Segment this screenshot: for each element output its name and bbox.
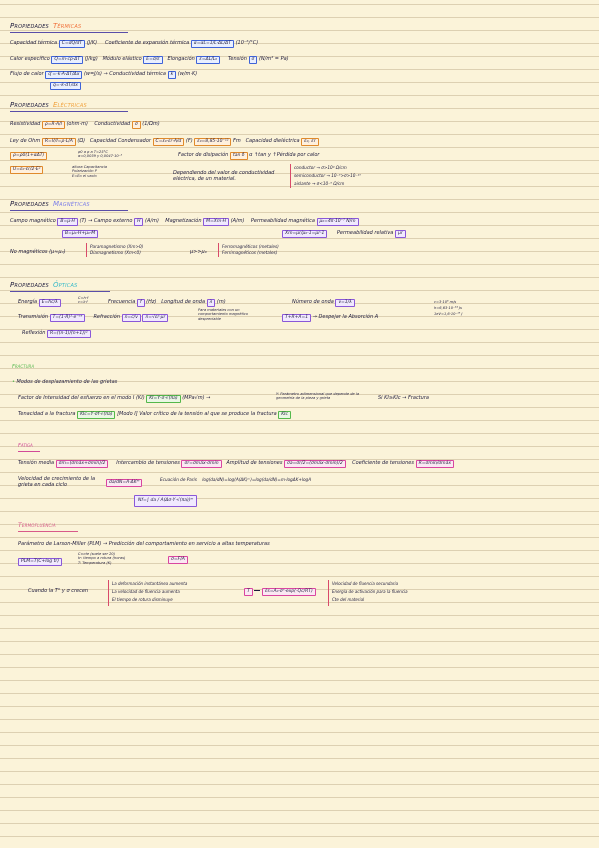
refraction-label: Refracción (93, 314, 120, 320)
mean-stress-label: Tensión media (18, 460, 55, 466)
optical-heading (10, 281, 77, 289)
permeability-constant: μ₀=4π·10⁻⁷ N/m (317, 218, 359, 226)
heat-flux-differential-formula: q=-k·dT/dx (50, 82, 81, 90)
specific-heat-label: Calor específico (10, 56, 50, 62)
magnetic-underline (10, 210, 128, 211)
cycles-to-failure-formula: Nf=∫ da / A(Δσ·Y·√(πa))ᵐ (134, 495, 197, 507)
specific-heat-unit: (J/kg) (84, 56, 98, 62)
fracture-heading-text: Fractura (12, 364, 35, 370)
dissipation-line (178, 152, 319, 160)
kic-symbol: KIc (278, 411, 291, 419)
fatigue-heading (18, 443, 33, 450)
fracture-criterion-text: Si KI≥KIc → Fractura (378, 395, 429, 401)
energy-notes (78, 296, 88, 305)
magnetization-unit: (A/m) (230, 218, 245, 224)
fracture-heading (12, 364, 34, 371)
magnetic-heading-text: Propiedades (10, 200, 49, 208)
magnetic-bracket-1 (86, 243, 87, 257)
secondary-creep-rate: Velocidad de fluencia secundaria (332, 581, 399, 586)
frequency-unit: (Hz) (146, 299, 157, 305)
lm-rupture-time: tr: tiempo a rotura (horas) (78, 556, 126, 561)
wavenumber-label: Número de onda (292, 299, 334, 305)
electric-line-1 (10, 121, 160, 129)
light-constants (434, 299, 462, 317)
magnetic-field-full-formula: B=μ₀·H+μ₀·M (62, 230, 98, 238)
crack-modes-label: Modos de desplazamiento de las grietas (16, 379, 118, 385)
dielectric-symbols: ε₀, εr (301, 138, 318, 146)
conductor-class: conductor → σ>10⁴ Ω/cm (294, 165, 347, 170)
creep-stress (168, 556, 188, 564)
connector-line (254, 590, 260, 591)
electric-line-2 (10, 138, 319, 146)
ferrimagnetic: Ferrimagnéticos (metales) (222, 250, 278, 255)
wavelength-label: Longitud de onda (161, 299, 206, 305)
creep-heading-text: Termofluencia (18, 522, 56, 529)
ohms-law-formula: R=V/I=ρ·L/A (42, 138, 76, 146)
stress-ratio-formula: R=σmín/σmáx (416, 460, 454, 468)
optical-line-2 (18, 314, 168, 322)
resistivity-label: Resistividad (10, 121, 41, 127)
strong-magnetic-label (190, 249, 207, 256)
planck-constant: h=6,63·10⁻³⁴ Js (434, 306, 462, 310)
classification-desc: Dependiendo del valor de conductividad eléctrica, de un material. (173, 170, 275, 182)
thermal-expansion-unit: (10⁻⁶/°C) (235, 40, 259, 46)
thermal-conductivity-symbol: k (168, 71, 177, 79)
magnetic-heading (10, 200, 90, 208)
frequency-label: Frecuencia (108, 299, 136, 305)
larson-miller-vars (78, 552, 125, 565)
fatigue-underline (18, 451, 40, 452)
fracture-criterion (378, 395, 429, 402)
dissipation-label: Factor de disipación (178, 152, 229, 158)
magnetic-field-formula: B=μ·H (57, 218, 78, 226)
heat-capacity-unit: (J/K) (86, 40, 98, 46)
creep-effect-2: La velocidad de fluencia aumenta (112, 589, 180, 594)
mean-stress-formula: σm=(σmáx+σmín)/2 (56, 460, 109, 468)
specific-heat-formula: Q=m·cp·ΔT (51, 56, 83, 64)
crack-growth-label: Velocidad de crecimiento de la grieta en cada ciclo (18, 476, 96, 488)
external-field-unit: (A/m) (145, 218, 159, 224)
thermal-line-1 (10, 40, 258, 48)
wavelength-symbol: λ (207, 299, 216, 307)
thermal-expansion-formula: α=αL=1/L·ΔL/ΔT (191, 40, 234, 48)
capacitor-label: Capacidad Condensador (89, 138, 151, 144)
capacitor-unit: (F) (185, 138, 193, 144)
paramagnetism: Paramagnetismo (Xm>0) (90, 244, 144, 249)
activation-energy: Energía de activación para la fluencia (332, 589, 408, 594)
thermal-conductivity-label: Conductividad térmica (109, 71, 166, 77)
fatigue-line-1 (18, 460, 454, 468)
toughness-desc: Valor crítico de la tensión al que se produce la fractura (139, 411, 277, 417)
capacitor-formula: C=ε₀·εr·A/d (153, 138, 185, 146)
magnetization-label: Magnetización (165, 218, 202, 224)
speed-of-light: c=3·10⁸ m/s (434, 300, 457, 304)
stress-ratio-label: Coeficiente de tensiones (352, 460, 414, 466)
stress-intensity-formula: KI=Y·σ·√(πa) (146, 395, 180, 403)
elastic-modulus-formula: E=σ/ε (143, 56, 162, 64)
stress-unit: (N/m² = Pa) (258, 56, 289, 62)
stress-symbol: σ (249, 56, 258, 64)
heat-flux-unit: (w=J/s) (83, 71, 102, 77)
optical-line-1c (292, 299, 355, 307)
creep-underline (18, 531, 78, 532)
thermal-expansion-label: Coeficiente de expansión térmica (105, 40, 190, 46)
frequency-symbol: f (137, 299, 145, 307)
ferromagnetic: Ferromagnéticos (metales) (222, 244, 279, 249)
ohms-law-label: Ley de Ohm (10, 138, 41, 144)
magnetic-heading-accent: Magnéticas (52, 200, 90, 208)
stress-range-formula: σr=σmáx-σmín (181, 460, 221, 468)
electric-heading-text: Propiedades (10, 101, 49, 109)
vacuum-field-note: E=Eo el vacío (72, 173, 97, 178)
creep-condition-label: Cuando la T° y σ crecen (28, 588, 89, 594)
stress-label: Tensión (228, 56, 247, 62)
y-parameter-note (276, 392, 366, 401)
external-field-symbol: H (134, 218, 143, 226)
thermal-heading-accent: Térmicas (52, 22, 82, 30)
thermal-line-4 (50, 82, 81, 90)
y-parameter-text: Y: Parámetro adimensional que depende de la geometría de la pieza y grieta (276, 392, 360, 401)
conductivity-classification-text (173, 170, 283, 182)
wavelength-unit: (m) (216, 299, 226, 305)
paris-label: Ecuación de París (160, 477, 197, 482)
thermal-heading (10, 22, 81, 30)
magnetization-formula: M=Xm·H (203, 218, 229, 226)
ohms-law-unit: (Ω) (77, 138, 86, 144)
absorption-note: Despejar la Absorción A (318, 314, 379, 320)
material-constant: Cte del material (332, 597, 365, 602)
semiconductor-class: semiconductor → 10⁻⁶>σ>10⁻¹⁰ (294, 173, 362, 178)
magnetic-field-label: Campo magnético (10, 218, 56, 224)
thermal-heading-text: Propiedades (10, 22, 49, 30)
larson-miller-formula: PLM=T(C+log tr) (18, 558, 62, 566)
dissipation-note: α ↑tan y ↑Pérdida por calor (249, 152, 320, 158)
dissipation-symbol: tan δ (230, 152, 248, 160)
resistivity-unit: (ohm·m) (66, 121, 88, 127)
optical-line-2b (282, 314, 378, 322)
optical-line-3 (22, 330, 91, 338)
classification-bracket (290, 164, 291, 188)
creep-line-2 (18, 558, 62, 566)
creep-temperature-symbol: T (244, 588, 253, 596)
creep-effect-1: La deformación instantánea aumenta (112, 581, 188, 586)
reflection-formula: R=((n-1)/(n+1))² (47, 330, 91, 338)
heat-flux-formula: q'=-k·A·ΔT/Δx (45, 71, 82, 79)
bullet-icon: • (12, 379, 15, 385)
crack-growth-formula: da/dN=A·ΔKᵐ (106, 479, 142, 487)
creep-effects (112, 580, 187, 604)
stress-amplitude-label: Amplitud de tensiones (226, 460, 283, 466)
optical-line-1b (108, 299, 226, 307)
larson-miller-label: Parámetro de Larson-Miller (PLM) → Predicción del comportamiento en servicio a altas temperaturas (18, 541, 270, 547)
heat-flux-label: Flujo de calor (10, 71, 44, 77)
fracture-line-2 (18, 395, 210, 403)
optical-line-1 (18, 299, 61, 307)
ferro-list (222, 244, 279, 256)
paris-log-formula: log(da/dN)=log(A(ΔK)ᵐ)=log(da/dN)=m·logΔK+logA (202, 477, 312, 482)
arrow-icon: → (312, 314, 317, 320)
transmission-label: Transmisión (18, 314, 49, 320)
electric-line-4 (10, 166, 43, 174)
energy-note-1: C=h·f (78, 296, 89, 300)
vacuum-permittivity-unit: Fm (233, 138, 241, 144)
rho0-note: ρ0 a ρ a T=25°C (78, 150, 108, 154)
creep-line-1 (18, 541, 270, 548)
diamagnetism: Diamagnetismo (Xm<0) (90, 250, 141, 255)
energy-formula: E=hc/λ (39, 299, 61, 307)
thermal-underline (10, 32, 128, 33)
magnetic-line-3 (10, 249, 66, 256)
thermal-line-3 (10, 71, 197, 79)
transmission-formula: T=(1-R)²·e⁻ᵅˣ (50, 314, 86, 322)
creep-bracket-2 (328, 580, 329, 606)
fatigue-heading-text: Fatiga (18, 443, 33, 449)
creep-rate (244, 588, 316, 596)
alpha-note: α=0,0039 y 0,0047·10⁻³ (78, 154, 122, 159)
electric-line-3 (10, 152, 47, 160)
arrow-icon: → (88, 218, 93, 224)
thermal-line-2 (10, 56, 289, 64)
para-dia-list (90, 244, 143, 256)
electric-temperature-notes (78, 150, 122, 159)
arrow-icon: → (103, 71, 108, 77)
resistivity-temperature-formula: ρ=ρ0(1+αΔT) (10, 152, 47, 160)
electric-heading (10, 101, 87, 109)
electric-heading-accent: Eléctricas (52, 101, 87, 109)
magnetic-line-1 (10, 218, 359, 226)
fatigue-line-2 (106, 479, 142, 487)
permeability-label: Permeabilidad magnética (250, 218, 315, 224)
creep-heading (18, 522, 56, 529)
refraction-formula-2: n=√εr·μr (142, 314, 168, 322)
thermal-conductivity-unit: (w/m·K) (177, 71, 198, 77)
fatigue-line-2-label (18, 476, 106, 488)
polarization-note: Polarización P (72, 169, 97, 174)
creep-bracket-1 (108, 580, 109, 606)
stress-amplitude-formula: σa=σr/2=(σmáx-σmín)/2 (284, 460, 346, 468)
conductivity-unit: (1/Ωm) (142, 121, 160, 127)
wavenumber-formula: ν=1/λ (335, 299, 354, 307)
resistivity-formula: ρ=R·A/l (42, 121, 65, 129)
magnetic-bracket-2 (218, 243, 219, 257)
creep-line-3 (28, 588, 88, 595)
creep-effect-3: El tiempo de rotura disminuye (112, 597, 173, 602)
heat-capacity-formula: C=dQ/dT (59, 40, 85, 48)
stress-range-label: Intercambio de tensiones (116, 460, 180, 466)
creep-stress-formula: σ=F/A (168, 556, 188, 564)
toughness-formula: KIc=Y·σf·√(πa) (77, 411, 115, 419)
refraction-note (198, 308, 270, 321)
heat-capacity-label: Capacidad térmica (10, 40, 58, 46)
creep-rate-formula: ε̇s=A₀·σⁿ·exp(-Qc/RT) (262, 588, 316, 596)
electronvolt: 1eV=1,6·10⁻¹⁹ J (434, 312, 463, 316)
conductivity-symbol: σ (132, 121, 141, 129)
relative-permeability-symbol: μr (395, 230, 406, 238)
stress-intensity-unit: (MPa√m) (182, 395, 205, 401)
conductivity-label: Conductividad (94, 121, 131, 127)
conductivity-classes (294, 164, 361, 188)
energy-balance-formula: T+R+A=1 (282, 314, 311, 322)
arrow-icon: → (206, 395, 211, 401)
fatigue-line-3 (134, 495, 197, 507)
vacuum-permittivity: ε₀=8,85·10⁻¹² (194, 138, 231, 146)
mode-one-label: [Modo I] (117, 411, 138, 417)
optical-heading-accent: Ópticas (52, 281, 78, 289)
refraction-note-text: Para materiales con un comportamiento magnético despreciable (198, 308, 249, 321)
energy-label: Energía (18, 299, 38, 305)
lm-temperature: T: Temperatura (K) (78, 560, 112, 565)
susceptibility-formula: Xm=μr/μ₀-1=μr-1 (282, 230, 327, 238)
elongation-label: Elongación (167, 56, 195, 62)
magnetic-line-2b (282, 230, 406, 238)
reflection-label: Reflexión (22, 330, 46, 336)
energy-note-2: c=λ·f (78, 300, 88, 305)
fracture-line-3 (18, 411, 291, 419)
optical-heading-text: Propiedades (10, 281, 49, 289)
elongation-formula: ε=ΔL/L₀ (196, 56, 220, 64)
magnetic-line-2 (62, 230, 98, 238)
creep-rate-vars (332, 580, 408, 604)
optical-underline (10, 291, 110, 292)
elastic-modulus-label: Módulo elástico (102, 56, 142, 62)
mu-much-greater: μ>>μ₀ (190, 249, 207, 255)
paris-equation (160, 476, 311, 483)
stress-intensity-label: Factor de Intensidad del esfuerzo en el modo I (KI) (18, 395, 145, 401)
electric-underline (10, 111, 128, 112)
relative-permeability-label: Permeabilidad relativa (336, 230, 394, 236)
external-field-label: Campo externo (93, 218, 133, 224)
dielectric-label: Capacidad dieléctrica (245, 138, 300, 144)
magnetic-field-unit: (T) (79, 218, 87, 224)
non-magnetic-label: No magnéticos (μ≈μ₀) (10, 249, 66, 255)
toughness-label: Tenacidad a la fractura (18, 411, 76, 417)
fracture-line-1 (12, 379, 117, 386)
insulator-class: aislante → σ<10⁻⁶ Ω/cm (294, 181, 345, 186)
lm-constant: C≈cte (suele ser 20) (78, 552, 116, 556)
capacitance-note: altura Capacitancia (72, 165, 107, 169)
electric-polarization-notes (72, 165, 107, 178)
refraction-formula: n=c/v (122, 314, 141, 322)
energy-density-formula: U=ε₀·εr/2·E² (10, 166, 43, 174)
